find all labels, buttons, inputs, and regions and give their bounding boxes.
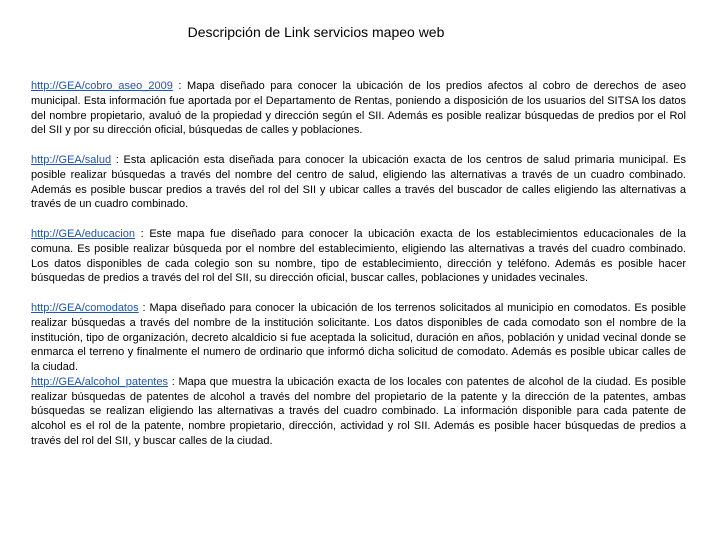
- description-cobro-aseo: : Mapa diseñado para conocer la ubicación de los predios afectos al cobro de derechos de aseo municipal. Esta información fue aportada por el Departamento de Rentas, poniendo a disposición de los usuarios del SITSA los datos del nombre propietario, avaluó de la propiedad y dirección según el SII. Además es posible realizar búsquedas de predios por el Rol del SII y por su dirección oficial, búsquedas de calles y poblaciones.: [31, 80, 686, 137]
- link-alcohol-patentes[interactable]: http://GEA/alcohol_patentes: [31, 375, 168, 388]
- link-cobro-aseo[interactable]: http://GEA/cobro_aseo_2009: [31, 80, 173, 92]
- description-comodatos: : Mapa diseñado para conocer la ubicación de los terrenos solicitados al municipio en comodatos. Es posible realizar búsquedas a través del nombre de la institución solicitante. Los datos disponibles de cada comodato son el nombre de la institución, tipo de organización, decreto alcaldicio si fue aceptada la solicitud, duración en años, población y unidad vecinal donde se enmarca el terreno y finalmente el numero de ordinario que informó dicha solicitud de comodato. Además es posible ubicar calles de la ciudad.: [31, 302, 686, 373]
- document-body: [31, 79, 686, 449]
- link-educacion[interactable]: http://GEA/educacion: [31, 228, 135, 240]
- description-salud: : Esta aplicación esta diseñada para conocer la ubicación exacta de los centros de salud primaria municipal. Es posible realizar búsquedas a través del nombre del centro de salud, eligiendo las alternativas a través de un cuadro combinado. Además es posible buscar predios a través del rol del SII y ubicar calles a través del buscador de calles eligiendo las alternativas a través de un cuadro combinado.: [31, 154, 686, 211]
- link-comodatos[interactable]: http://GEA/comodatos: [31, 302, 139, 314]
- paragraph-cobro-aseo: [31, 79, 686, 138]
- document-title: Descripción de Link servicios mapeo web: [187, 24, 445, 40]
- paragraph-alcohol-patentes: [31, 375, 686, 449]
- description-alcohol-patentes: : Mapa que muestra la ubicación exacta de los locales con patentes de alcohol de la ciudad. Es posible realizar búsquedas de patentes de alcohol a través del nombre del propietario de la patente y la dirección de la patentes, ambas búsquedas se realizan eligiendo las alternativas a través del cuadro combinado. La información disponible para cada patente de alcohol es el rol de la patente, nombre propietario, dirección, actividad y rol SII. Además es posible hacer búsquedas de predios a través del rol del SII, y buscar calles de la ciudad.: [31, 375, 686, 447]
- paragraph-educacion: [31, 227, 686, 286]
- description-educacion: : Este mapa fue diseñado para conocer la ubicación exacta de los establecimientos educacionales de la comuna. Es posible realizar búsqueda por el nombre del establecimiento, eligiendo las alternativas a través del cuadro combinado. Los datos disponibles de cada colegio son su nombre, tipo de establecimiento, dirección y teléfono. Además es posible hacer búsquedas de predios a través del rol del SII, su dirección oficial, buscar calles, poblaciones y unidades vecinales.: [31, 228, 686, 285]
- link-salud[interactable]: http://GEA/salud: [31, 154, 112, 166]
- paragraph-salud: [31, 153, 686, 212]
- paragraph-comodatos: [31, 301, 686, 375]
